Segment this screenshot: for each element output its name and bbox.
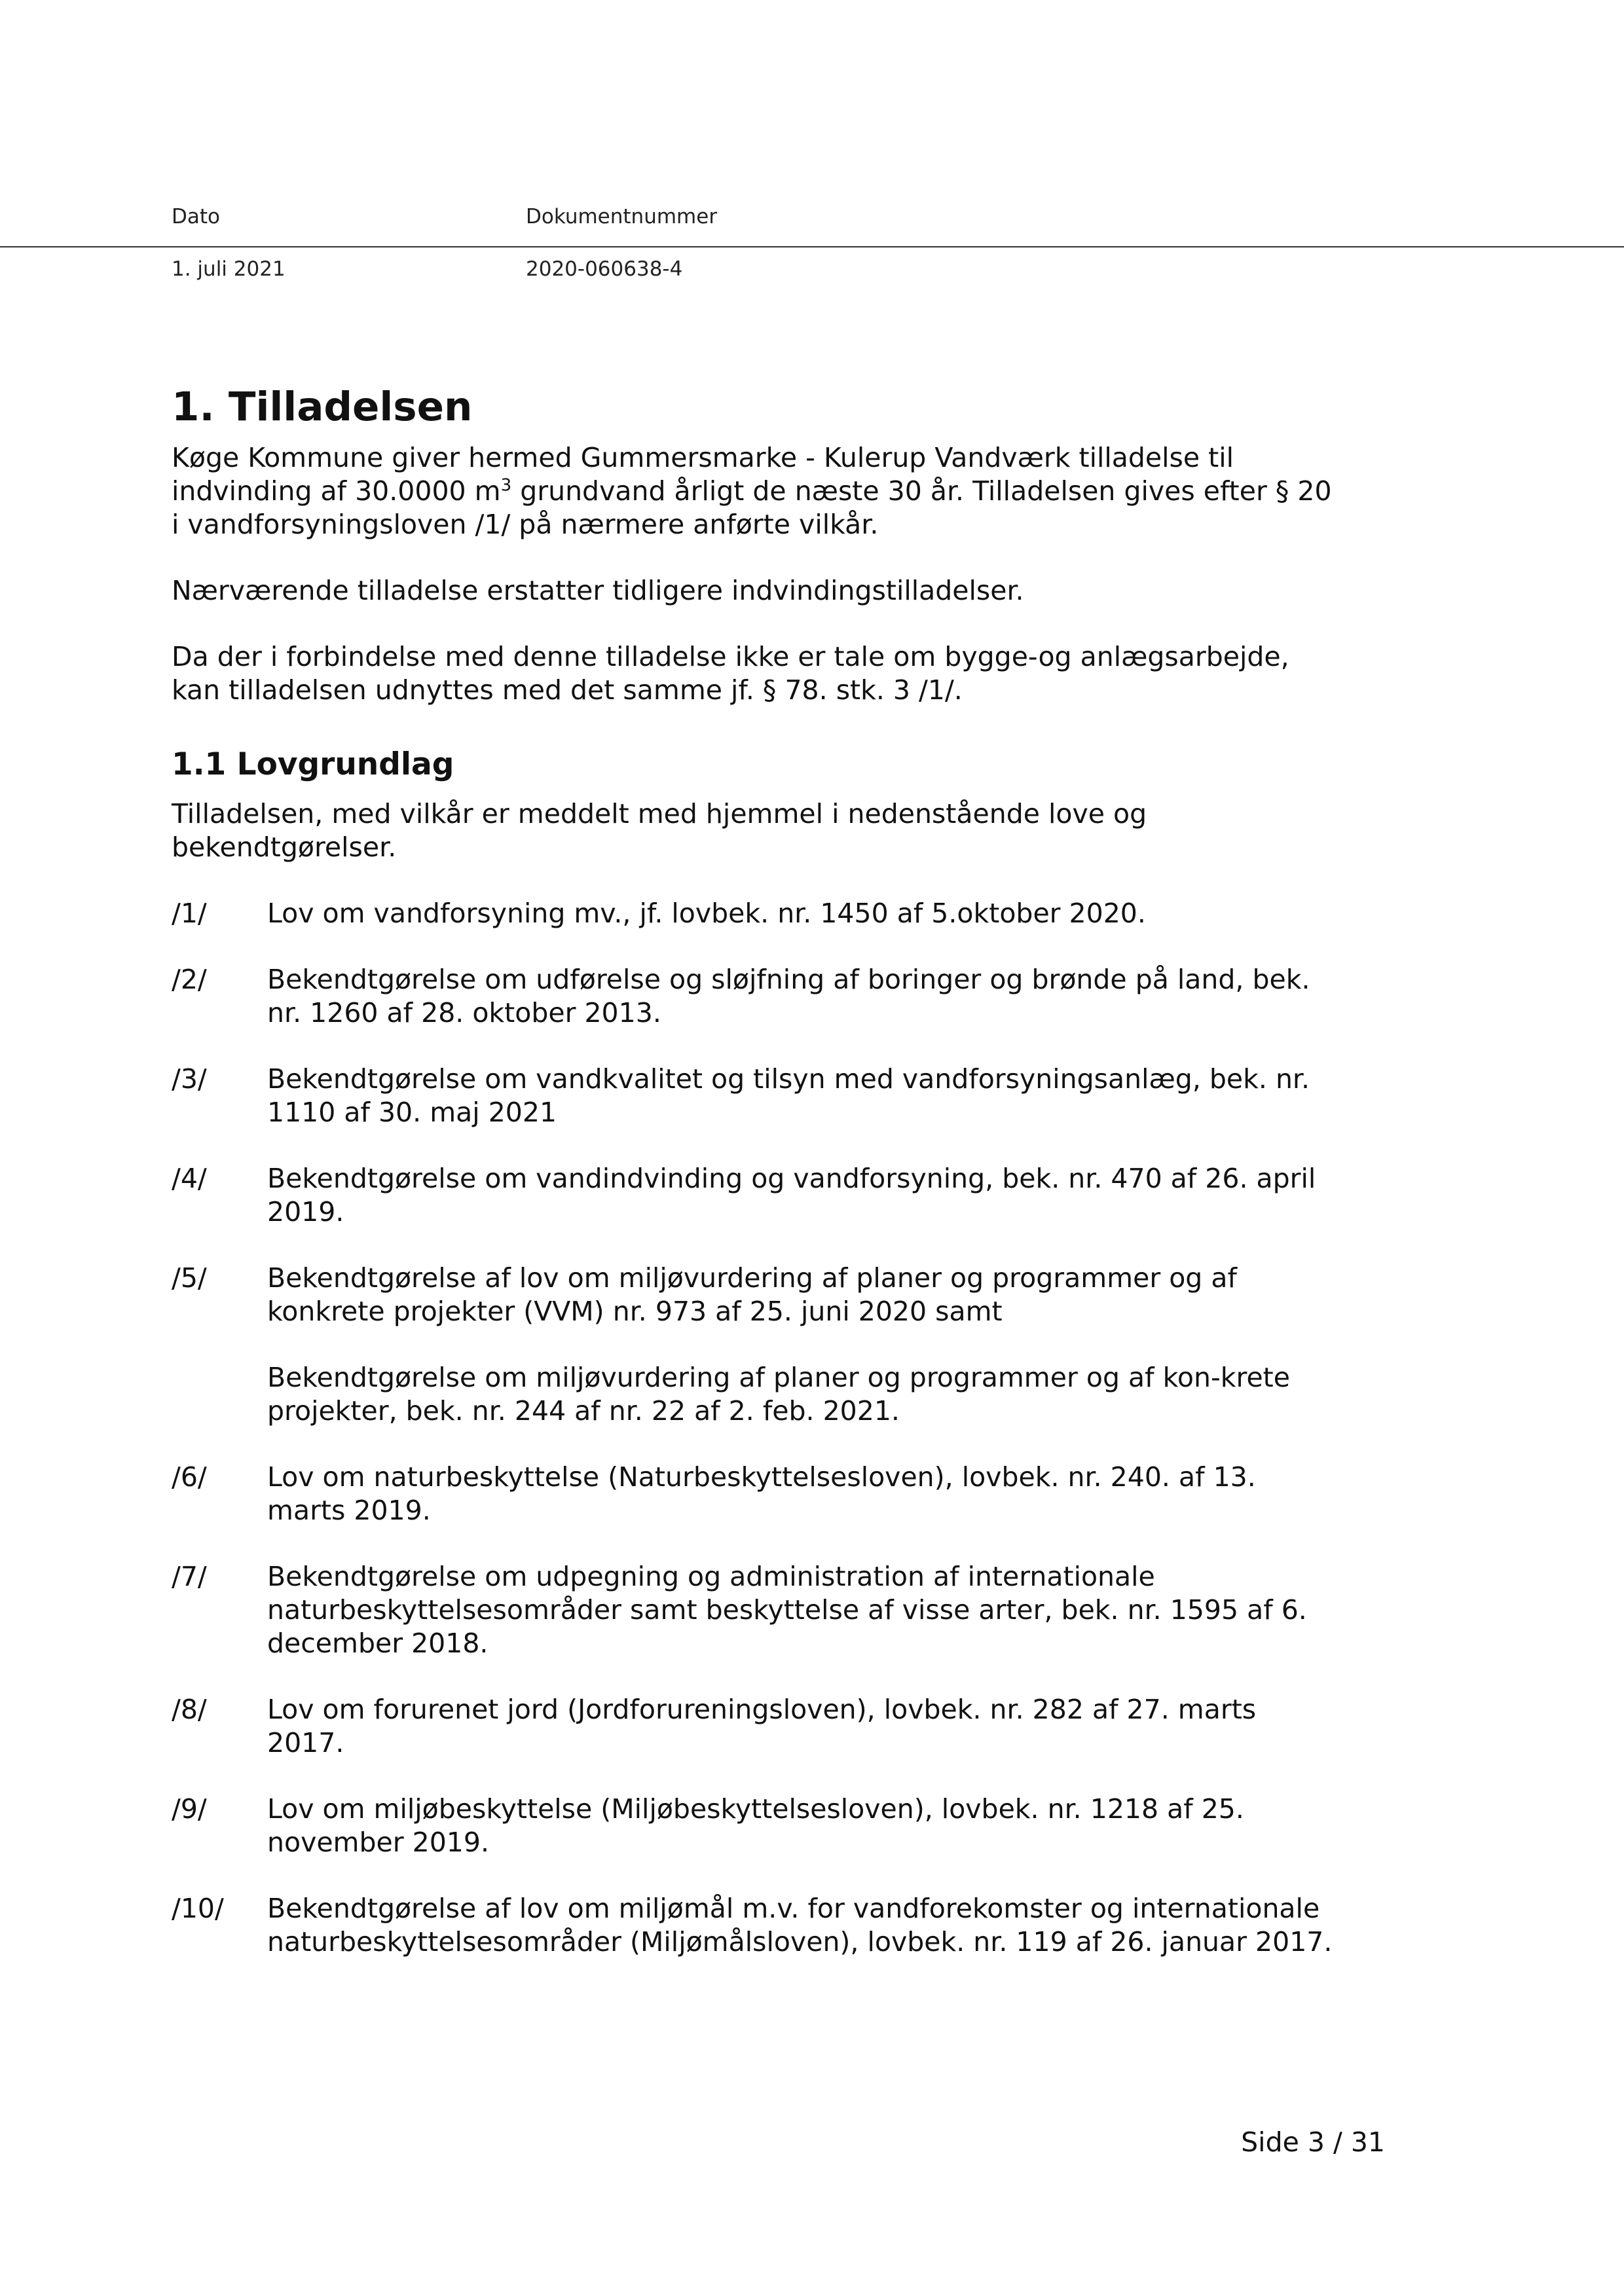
reference-number: /4/: [172, 1163, 207, 1194]
reference-number: /9/: [172, 1793, 207, 1825]
reference-number: /10/: [172, 1893, 224, 1924]
date-label: Dato: [172, 205, 220, 228]
paragraph-permit: [172, 441, 1337, 541]
reference-number: /8/: [172, 1694, 207, 1725]
reference-item: [172, 1793, 1337, 1859]
section-title: 1. Tilladelsen: [172, 384, 473, 430]
reference-number: /7/: [172, 1561, 207, 1592]
reference-number: /6/: [172, 1461, 207, 1493]
reference-item: [172, 1693, 1337, 1760]
reference-list: [172, 897, 1337, 1959]
reference-text: Bekendtgørelse om vandkvalitet og tilsyn med vandforsyningsanlæg, bek. nr. 1110 af 30. maj 2021: [267, 1063, 1310, 1128]
document-number-label: Dokumentnummer: [526, 205, 718, 228]
reference-text: Lov om miljøbeskyttelse (Miljøbeskyttelsesloven), lovbek. nr. 1218 af 25. november 2019.: [267, 1793, 1244, 1858]
reference-item: [172, 1461, 1337, 1527]
reference-item: [172, 1063, 1337, 1129]
reference-text: Bekendtgørelse om udpegning og administration af internationale naturbeskyttelsesområder samt beskyttelse af visse arter, bek. nr. 1595 af 6. december 2018.: [267, 1561, 1307, 1659]
paragraph-permit-text-b: grundvand årligt de næste 30 år. Tilladelsen gives efter § 20 i vandforsyningsloven /1/ på nærmere anførte vilkår.: [172, 475, 1332, 540]
reference-text: Lov om naturbeskyttelse (Naturbeskyttelsesloven), lovbek. nr. 240. af 13. marts 2019.: [267, 1461, 1256, 1526]
paragraph-legal-basis-intro: Tilladelsen, med vilkår er meddelt med hjemmel i nedenstående love og bekendtgørelser.: [172, 798, 1147, 863]
document-number-value: 2020-060638-4: [526, 257, 683, 281]
reference-number: /2/: [172, 964, 207, 995]
reference-text-group: [267, 1262, 1337, 1428]
reference-item: [172, 1560, 1337, 1660]
paragraph-immediate-use: Da der i forbindelse med denne tilladelse ikke er tale om bygge-og anlægsarbejde, kan tilladelsen udnyttes med det samme jf. § 78. stk. 3 /1/.: [172, 641, 1289, 706]
reference-number: /1/: [172, 898, 207, 929]
reference-text-extra: Bekendtgørelse om miljøvurdering af planer og programmer og af kon-krete projekter, bek. nr. 244 af nr. 22 af 2. feb. 2021.: [267, 1362, 1290, 1427]
reference-text: Bekendtgørelse om udførelse og sløjfning af boringer og brønde på land, bek. nr. 1260 af 28. oktober 2013.: [267, 964, 1310, 1029]
reference-text: Bekendtgørelse af lov om miljømål m.v. for vandforekomster og internationale naturbeskyttelsesområder (Miljømålsloven), lovbek. nr. 119 af 26. januar 2017.: [267, 1893, 1333, 1958]
reference-text: Lov om vandforsyning mv., jf. lovbek. nr. 1450 af 5.oktober 2020.: [267, 898, 1146, 929]
paragraph-replaces: Nærværende tilladelse erstatter tidligere indvindingstilladelser.: [172, 575, 1024, 606]
reference-text: Lov om forurenet jord (Jordforureningsloven), lovbek. nr. 282 af 27. marts 2017.: [267, 1694, 1257, 1758]
reference-number: /3/: [172, 1063, 207, 1095]
superscript-cubic: 3: [500, 475, 512, 496]
header-divider: [0, 246, 1624, 247]
subsection-title: 1.1 Lovgrundlag: [172, 746, 454, 782]
reference-text: Bekendtgørelse af lov om miljøvurdering af planer og programmer og af konkrete projekter (VVM) nr. 973 af 25. juni 2020 samt: [267, 1262, 1237, 1327]
reference-item: [172, 897, 1337, 930]
date-value: 1. juli 2021: [172, 257, 286, 281]
reference-item: [172, 1162, 1337, 1229]
paragraph-permit-text-a: Køge Kommune giver hermed Gummersmarke - Kulerup Vandværk tilladelse til indvinding af 30.0000 m: [172, 442, 1234, 507]
reference-number: /5/: [172, 1262, 207, 1294]
reference-item: [172, 1262, 1337, 1428]
reference-item: [172, 1892, 1337, 1959]
reference-item: [172, 963, 1337, 1030]
reference-text: Bekendtgørelse om vandindvinding og vandforsyning, bek. nr. 470 af 26. april 2019.: [267, 1163, 1316, 1228]
page-number: Side 3 / 31: [1241, 2126, 1385, 2158]
document-body: [172, 378, 1337, 1992]
